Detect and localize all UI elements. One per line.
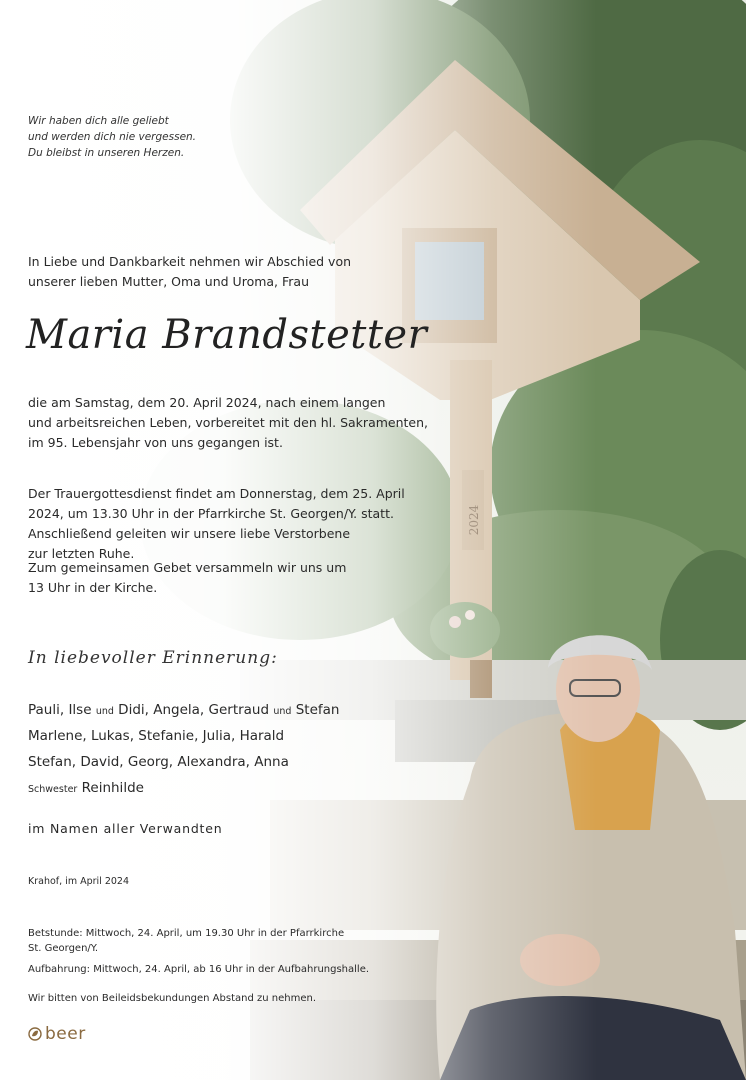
quote-line: Du bleibst in unseren Herzen.	[28, 147, 185, 159]
leaf-logo-icon	[28, 1027, 42, 1041]
intro-text	[28, 252, 351, 292]
conjunction: und	[273, 706, 292, 717]
death-notice-line: im 95. Lebensjahr von uns gegangen ist.	[28, 435, 283, 450]
laying-out-notice: Aufbahrung: Mittwoch, 24. April, ab 16 Uhr in der Aufbahrungshalle.	[28, 964, 370, 975]
deceased-name: Maria Brandstetter	[26, 312, 428, 358]
mourner-names: Stefan	[291, 702, 340, 718]
intro-line: unserer lieben Mutter, Oma und Uroma, Frau	[28, 274, 310, 289]
mourner-names: Pauli, Ilse	[28, 702, 96, 718]
mourners-row	[28, 702, 339, 718]
mourners-row	[28, 780, 144, 796]
relation-label: Schwester	[28, 784, 78, 795]
mourner-names: Reinhilde	[77, 780, 144, 796]
funeral-home-logo	[28, 1024, 86, 1044]
service-line: Anschließend geleiten wir unsere liebe Verstorbene	[28, 526, 351, 541]
mourners-row: Marlene, Lukas, Stefanie, Julia, Harald	[28, 728, 285, 744]
relatives-line: im Namen aller Verwandten	[28, 821, 223, 836]
intro-line: In Liebe und Dankbarkeit nehmen wir Abschied von	[28, 254, 352, 269]
conjunction: und	[95, 706, 114, 717]
funeral-service-notice	[28, 484, 405, 564]
place-date: Krahof, im April 2024	[28, 876, 129, 887]
quote-line: und werden dich nie vergessen.	[28, 131, 197, 143]
service-line: zur letzten Ruhe.	[28, 546, 135, 561]
memory-heading: In liebevoller Erinnerung:	[28, 648, 278, 668]
wake-line: Betstunde: Mittwoch, 24. April, um 19.30 Uhr in der Pfarrkirche	[28, 928, 345, 939]
death-notice-line: und arbeitsreichen Leben, vorbereitet mit den hl. Sakramenten,	[28, 415, 428, 430]
prayer-line: 13 Uhr in der Kirche.	[28, 580, 158, 595]
death-notice-line: die am Samstag, dem 20. April 2024, nach einem langen	[28, 395, 386, 410]
death-notice	[28, 393, 428, 453]
service-line: 2024, um 13.30 Uhr in der Pfarrkirche St. Georgen/Y. statt.	[28, 506, 394, 521]
prayer-line: Zum gemeinsamen Gebet versammeln wir uns um	[28, 560, 347, 575]
condolence-request: Wir bitten von Beileidsbekundungen Abstand zu nehmen.	[28, 993, 316, 1004]
wake-line: St. Georgen/Y.	[28, 943, 99, 954]
prayer-hour-notice	[28, 926, 344, 956]
service-line: Der Trauergottesdienst findet am Donnerstag, dem 25. April	[28, 486, 405, 501]
prayer-notice	[28, 558, 346, 598]
mourners-row: Stefan, David, Georg, Alexandra, Anna	[28, 754, 289, 770]
mourner-names: Didi, Angela, Gertraud	[113, 702, 274, 718]
quote-line: Wir haben dich alle geliebt	[28, 115, 169, 127]
logo-text: beer	[45, 1024, 86, 1044]
memorial-quote	[28, 113, 196, 161]
